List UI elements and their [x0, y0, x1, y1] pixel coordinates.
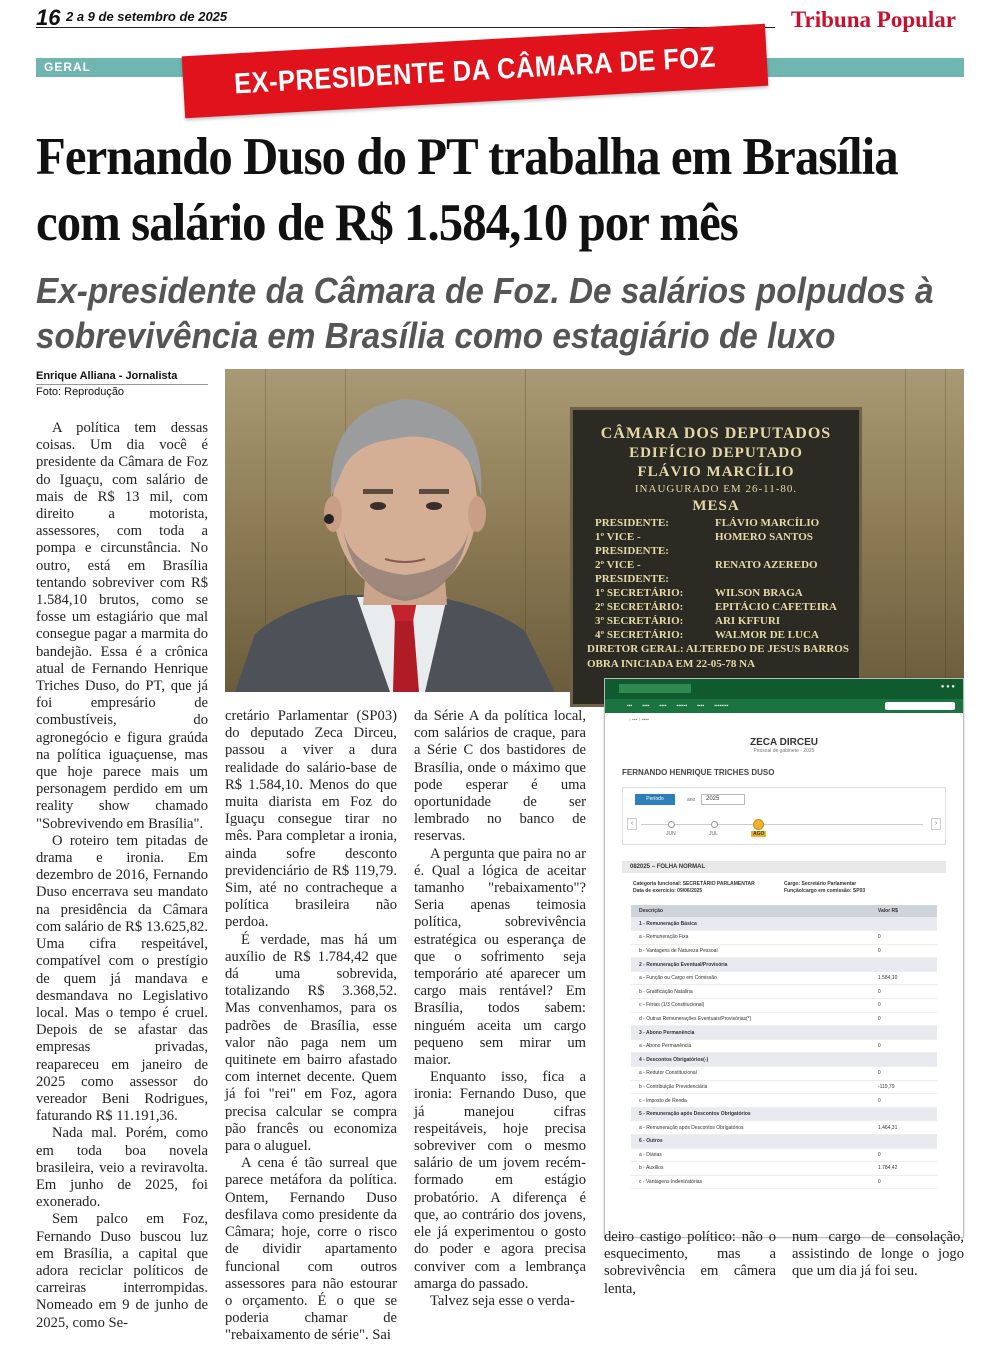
article-column-5: [792, 1229, 964, 1281]
issue-date: 2 a 9 de setembro de 2025: [66, 9, 228, 24]
kicker-banner: [182, 24, 769, 119]
inset-period-tab: Período: [635, 794, 675, 805]
inset-nav: ▪▪▪ ▪▪▪▪ ▪▪▪▪ ▪▪▪▪▪▪ ▪▪▪▪ ▪▪▪▪▪▪▪▪: [605, 699, 963, 713]
headline: [36, 124, 901, 256]
inset-month-dot: [668, 821, 675, 828]
table-cell-value: 0: [870, 1012, 937, 1026]
table-row: [631, 1148, 937, 1162]
table-cell-value: 0: [870, 1067, 937, 1081]
inset-prev-arrow-icon: ‹: [627, 818, 637, 830]
table-cell-desc: a - Remuneração Fixa: [631, 931, 870, 945]
table-row: [631, 1039, 937, 1053]
table-cell-value: 0: [870, 1094, 937, 1108]
inset-info-funcao: Função/cargo em comissão: SP03: [784, 888, 866, 894]
table-cell-desc: b - Gratificação Natalina: [631, 985, 870, 999]
inset-deputy-sub: Pessoal de gabinete - 2025: [753, 748, 815, 754]
table-row: [631, 931, 937, 945]
table-cell-desc: a - Abono Permanência: [631, 1039, 870, 1053]
table-cell-value: [870, 1135, 937, 1149]
table-row: [631, 1121, 937, 1135]
paragraph: Nada mal. Porém, como em toda boa novela brasileira, veio a reviravolta. Em junho de 2025, foi exonerado.: [36, 1125, 208, 1211]
subheadline-line-2: sobrevivência em Brasília como estagiário de luxo: [36, 315, 836, 356]
table-row: [631, 1162, 937, 1176]
table-cell-desc: 3 - Abono Permanência: [631, 1026, 870, 1040]
plaque-member: WILSON BRAGA: [715, 587, 803, 599]
table-cell-desc: 4 - Descontos Obrigatórios(-): [631, 1053, 870, 1067]
paragraph: da Série A da política local, com salários de craque, para a Série C dos bastidores de Brasília, onde o máximo que pode esperar é uma oportunidade de ser lembrado no banco de reservas.: [414, 708, 586, 845]
inset-info-data: Data de exercício: 09/06/2025: [633, 888, 703, 894]
inset-breadcrumb: › ▪▪▪ › ▪▪▪▪: [629, 717, 649, 723]
paragraph: É verdade, mas há um auxílio de R$ 1.784,42 que dá uma sobrevida, totalizando R$ 3.368,52. Mas convenhamos, para os padrões de Brasília, esse valor não paga nem um quitinete em bairro afastado com internet decente. Quem já foi "rei" em Foz, agora precisa calcular se compra pão francês ou economiza para o aluguel.: [225, 931, 397, 1155]
newspaper-brand: Tribuna Popular: [790, 7, 956, 32]
plaque-role: 1º SECRETÁRIO:: [595, 587, 684, 599]
table-row: [631, 999, 937, 1013]
inset-topbar: [605, 679, 963, 699]
plaque-line-3: FLÁVIO MARCÍLIO: [637, 464, 795, 480]
paragraph: Talvez seja esse o verda-: [430, 1292, 575, 1309]
table-cell-desc: 5 - Remuneração após Descontos Obrigatórios: [631, 1107, 870, 1121]
article-column-4: [604, 1229, 776, 1298]
paragraph: A pergunta que paira no ar é. Qual a lógica de aceitar tamanho "rebaixamento"? Seria apenas teimosia política, sobrevivência estratégica ou esperança de que o sofrimento seja temporário até aparecer um cargo mais rentável? Em Brasília, todos sabem: ninguém aceita um cargo pequeno sem mirar um maior.: [414, 845, 586, 1069]
plaque-row: [573, 558, 859, 586]
table-cell-value: 1.464,31: [870, 1121, 937, 1135]
inset-month-label: JUL: [709, 831, 718, 837]
table-category-row: [631, 958, 937, 972]
plaque-footer-2: OBRA INICIADA EM 22-05-78 NA: [587, 658, 756, 670]
table-cell-value: [870, 1053, 937, 1067]
inset-info-categoria: Categoria funcional: SECRETÁRIO PARLAMENTAR: [633, 881, 755, 887]
table-cell-value: [870, 917, 937, 931]
inset-month-label-active: AGO: [753, 831, 765, 837]
plaque-member: FLÁVIO MARCÍLIO: [715, 517, 820, 529]
table-cell-value: 1.584,10: [870, 971, 937, 985]
plaque-row: [573, 600, 859, 614]
page-number: 16: [36, 5, 61, 30]
paragraph: Enquanto isso, fica a ironia: Fernando Duso, que já manejou cifras respeitáveis, hoje precisa sobreviver com o mesmo salário de um jovem recém-formado em estágio probatório. A diferença é que, ao contrário dos jovens, ele já experimentou o gosto do poder e agora precisa conviver com a lembrança amarga do passado.: [414, 1069, 586, 1292]
table-cell-value: 0: [870, 931, 937, 945]
inset-month-label: JUN: [666, 831, 676, 837]
table-row: [631, 1067, 937, 1081]
inset-logo: [619, 684, 691, 693]
paragraph: deiro castigo político: não o esquecimento, mas a sobrevivência em câmera lenta,: [604, 1229, 776, 1297]
plaque-member: EPITÁCIO CAFETEIRA: [715, 601, 837, 613]
inset-info: [633, 881, 935, 895]
inset-salary-table: [631, 905, 937, 1189]
table-cell-desc: a - Remuneração após Descontos Obrigatórios: [631, 1121, 870, 1135]
table-cell-desc: 1 - Remuneração Básica: [631, 917, 870, 931]
table-cell-desc: b - Auxílios: [631, 1162, 870, 1176]
table-cell-value: 0: [870, 985, 937, 999]
plaque-member: WALMOR DE LUCA: [715, 629, 819, 641]
inset-login-icon: ● ● ●: [940, 684, 955, 690]
article-column-2: [225, 708, 397, 1345]
bronze-plaque: [570, 407, 862, 707]
inset-period-selector: [622, 787, 946, 845]
plaque-role: 4º SECRETÁRIO:: [595, 629, 684, 641]
paragraph: cretário Parlamentar (SP03) do deputado Zeca Dirceu, passou a viver a dura realidade do salário-base de R$ 1.584,10. Menos do que muita diarista em Foz do Iguaçu consegue tirar no mês. Para completar a ironia, ainda sofre desconto previdenciário de R$ 119,79. Sim, até no contracheque a política brasileira não perdoa.: [225, 708, 397, 931]
table-category-row: [631, 1135, 937, 1149]
table-cell-value: 0: [870, 1148, 937, 1162]
table-category-row: [631, 1026, 937, 1040]
table-cell-desc: d - Outras Remunerações Eventuais/Provisórias(*): [631, 1012, 870, 1026]
table-category-row: [631, 1053, 937, 1067]
article-photo: [225, 369, 964, 692]
inset-year-label: ano: [687, 797, 696, 803]
plaque-line-1: CÂMARA DOS DEPUTADOS: [600, 425, 832, 442]
inset-next-arrow-icon: ›: [931, 818, 941, 830]
table-cell-value: 1.784,42: [870, 1162, 937, 1176]
inset-info-cargo: Cargo: Secretário Parlamentar: [784, 881, 857, 887]
table-cell-desc: 6 - Outros: [631, 1135, 870, 1149]
plaque-footer-1: DIRETOR GERAL: ALTEREDO DE JESUS BARROS: [587, 643, 849, 655]
photo-credit: Foto: Reprodução: [36, 386, 125, 398]
article-column-3: [414, 708, 586, 1310]
subheadline-line-1: Ex-presidente da Câmara de Foz. De salários polpudos à: [36, 270, 934, 311]
plaque-member: HOMERO SANTOS: [715, 531, 813, 543]
inset-col-desc: Descrição: [631, 905, 870, 917]
headline-line-1: Fernando Duso do PT trabalha em Brasília: [36, 128, 898, 186]
plaque-member: ARI KFFURI: [715, 615, 781, 627]
inset-search-input: [885, 702, 955, 710]
headline-line-2: com salário de R$ 1.584,10 por mês: [36, 194, 738, 252]
table-cell-desc: a - Diárias: [631, 1148, 870, 1162]
inset-month-dot-active: [753, 819, 764, 830]
plaque-role: 2º SECRETÁRIO:: [595, 601, 684, 613]
plaque-line-2: EDIFÍCIO DEPUTADO: [629, 445, 803, 461]
inset-month-dot: [711, 821, 718, 828]
table-cell-value: [870, 1026, 937, 1040]
plaque-member: RENATO AZEREDO: [715, 559, 818, 571]
table-cell-value: 0: [870, 1175, 937, 1189]
table-cell-desc: a - Redutor Constitucional: [631, 1067, 870, 1081]
table-cell-desc: b - Vantagens de Natureza Pessoal: [631, 944, 870, 958]
table-row: [631, 944, 937, 958]
plaque-line-5: MESA: [692, 498, 740, 514]
plaque-role: PRESIDENTE:: [595, 517, 669, 529]
inset-year-select: 2025: [701, 794, 745, 805]
paragraph: O roteiro tem pitadas de drama e ironia. Em dezembro de 2016, Fernando Duso encerrava seu mandato na presidência da Câmara com salário de R$ 13.625,82. Uma cifra respeitável, compatível com o prestígio de quem já mandava e desmandava no Legislativo local. Mas o tempo é cruel. Depois de se afastar das empresas privadas, reapareceu em janeiro de 2025 como assessor do vereador Beni Rodrigues, faturando R$ 11.191,36.: [36, 832, 208, 1125]
inset-employee-name: FERNANDO HENRIQUE TRICHES DUSO: [622, 768, 775, 777]
table-cell-desc: c - Férias (1/3 Constitucional): [631, 999, 870, 1013]
plaque-role: 3º SECRETÁRIO:: [595, 615, 684, 627]
table-row: [631, 1080, 937, 1094]
table-cell-desc: a - Função ou Cargo em Comissão: [631, 971, 870, 985]
inset-deputy-name: ZECA DIRCEU: [750, 737, 818, 748]
section-label: GERAL: [44, 60, 91, 74]
article-column-1: [36, 420, 208, 1332]
paragraph: A cena é tão surreal que parece metáfora da política. Ontem, Fernando Duso desfilava como presidente da Câmara; hoje, corre o risco de dividir apartamento funcional com outros assessores para não estourar o orçamento. É o que se poderia chamar de "rebaixamento de série". Sai: [225, 1155, 397, 1344]
table-cell-value: 0: [870, 999, 937, 1013]
table-cell-value: [870, 958, 937, 972]
paragraph: Sem palco em Foz, Fernando Duso buscou luz em Brasília, a capital que adora reciclar políticos de carreiras interrompidas. Nomeado em 9 de junho de 2025, como Se-: [36, 1211, 208, 1331]
header-rule: [36, 27, 775, 28]
kicker-text: EX-PRESIDENTE DA CÂMARA DE FOZ: [233, 41, 717, 100]
byline: Enrique Alliana - Jornalista: [36, 370, 208, 385]
plaque-row: [573, 516, 859, 530]
plaque-role: 2º VICE - PRESIDENTE:: [595, 559, 669, 585]
paragraph: num cargo de consolação, assistindo de longe o jogo que um dia já foi seu.: [792, 1229, 964, 1280]
salary-screenshot: [604, 678, 964, 1238]
plaque-role: 1º VICE - PRESIDENTE:: [595, 531, 669, 557]
table-cell-desc: 2 - Remuneração Eventual/Provisória: [631, 958, 870, 972]
table-cell-value: 0: [870, 1039, 937, 1053]
table-category-row: [631, 1107, 937, 1121]
plaque-row: [573, 614, 859, 628]
paragraph: A política tem dessas coisas. Um dia você é presidente da Câmara de Foz do Iguaçu, com salário de mais de R$ 13 mil, com direito a motorista, assessores, com toda a pompa e circunstância. No outro, está em Brasília tentando sobreviver com R$ 1.584,10 brutos, como se fosse um estagiário que mal consegue pagar a marmita do bandejão. Essa é a crônica atual de Fernando Henrique Triches Duso, do PT, que já foi empresário de combustíveis, do agronegócio e figura graúda na política iguaçuense, mas que hoje parece mais um personagem perdido em um reality show chamado "Sobrevivendo em Brasília".: [36, 420, 208, 832]
table-row: [631, 985, 937, 999]
table-row: [631, 1094, 937, 1108]
plaque-row: [573, 628, 859, 642]
table-cell-desc: c - Vantagens Indenizatórias: [631, 1175, 870, 1189]
table-cell-value: [870, 1107, 937, 1121]
subheadline: [36, 268, 961, 358]
plaque-row: [573, 586, 859, 600]
plaque-row: [573, 530, 859, 558]
table-cell-value: -119,79: [870, 1080, 937, 1094]
table-row: [631, 971, 937, 985]
table-category-row: [631, 917, 937, 931]
table-cell-desc: c - Imposto de Renda: [631, 1094, 870, 1108]
table-cell-desc: b - Contribuição Previdenciária: [631, 1080, 870, 1094]
plaque-line-4: INAUGURADO EM 26-11-80.: [634, 483, 798, 495]
table-row: [631, 1012, 937, 1026]
portrait-man: [225, 369, 585, 692]
table-cell-value: 0: [870, 944, 937, 958]
table-row: [631, 1175, 937, 1189]
inset-folha-title: 082025 – FOLHA NORMAL: [622, 861, 946, 873]
inset-col-value: Valor R$: [870, 905, 937, 917]
